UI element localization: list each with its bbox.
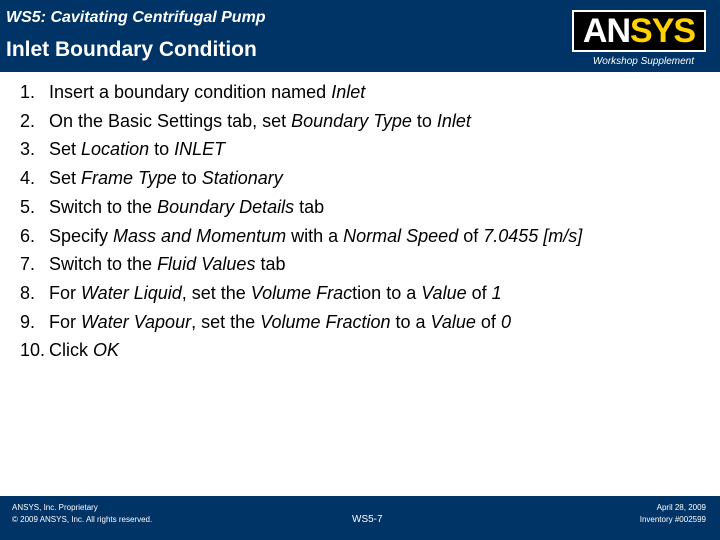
step-number: 1. — [20, 82, 36, 102]
step-number: 7. — [20, 254, 36, 275]
step-emphasis: Inlet — [331, 82, 366, 102]
step-plain: Switch to the — [49, 254, 158, 275]
step-emphasis: 1 — [491, 282, 502, 303]
step-item — [20, 336, 582, 365]
slide-title: Inlet Boundary Condition — [6, 38, 257, 61]
step-emphasis: Frame Type — [81, 168, 177, 189]
step-plain: to a — [390, 311, 431, 332]
step-emphasis: Boundary Type — [291, 110, 412, 131]
step-emphasis: Fluid Values — [157, 254, 256, 275]
step-plain: Insert a boundary condition named — [49, 82, 332, 102]
step-emphasis: Boundary Details — [157, 196, 295, 217]
step-emphasis: Value — [421, 282, 467, 303]
step-emphasis: Water Liquid — [81, 282, 182, 303]
step-number: 8. — [20, 282, 36, 303]
step-plain: On the Basic Settings tab, set — [49, 110, 292, 131]
step-item — [20, 164, 582, 193]
workshop-subtitle: WS5: Cavitating Centrifugal Pump — [6, 9, 266, 26]
copyright-line: © 2009 ANSYS, Inc. All rights reserved. — [12, 515, 153, 524]
step-emphasis: Location — [81, 139, 150, 160]
step-number: 6. — [20, 225, 36, 246]
inventory-text: Inventory #002599 — [639, 515, 706, 524]
step-list — [20, 78, 582, 365]
footer-banner — [0, 496, 720, 540]
step-emphasis: Mass and Momentum — [113, 225, 287, 246]
step-emphasis: Volume Frac — [250, 282, 353, 303]
step-text — [49, 78, 365, 107]
step-number: 9. — [20, 311, 36, 332]
step-text — [49, 135, 225, 164]
step-plain: Click — [49, 340, 93, 361]
slide-number: WS5-7 — [352, 514, 383, 525]
step-plain: For — [49, 311, 82, 332]
step-text — [49, 336, 119, 365]
step-plain: tion to a — [352, 282, 422, 303]
step-plain: to — [176, 168, 202, 189]
step-plain: Specify — [49, 225, 114, 246]
step-item — [20, 222, 582, 251]
step-plain: of — [466, 282, 492, 303]
step-number: 2. — [20, 110, 36, 131]
step-plain: with a — [286, 225, 344, 246]
step-item — [20, 135, 582, 164]
date-inventory — [640, 502, 706, 526]
step-emphasis: OK — [93, 340, 120, 361]
step-text — [49, 279, 502, 308]
step-number: 3. — [20, 139, 36, 160]
step-emphasis: Inlet — [436, 110, 471, 131]
workshop-supplement-label: Workshop Supplement — [592, 56, 694, 67]
step-emphasis: Water Vapour — [81, 311, 192, 332]
step-emphasis: Value — [430, 311, 476, 332]
step-plain: Switch to the — [49, 196, 158, 217]
step-plain: to — [411, 110, 437, 131]
step-text — [49, 222, 582, 251]
logo-text-an: AN — [582, 11, 631, 50]
step-plain: , set the — [191, 311, 261, 332]
step-emphasis: 0 — [500, 311, 511, 332]
step-item — [20, 78, 582, 107]
step-plain: of — [458, 225, 484, 246]
step-emphasis: INLET — [174, 139, 226, 160]
step-item — [20, 193, 582, 222]
step-text — [49, 250, 285, 279]
step-plain: tab — [255, 254, 286, 275]
step-item — [20, 308, 582, 337]
step-plain: Set — [49, 168, 82, 189]
step-plain: to — [149, 139, 175, 160]
step-plain: , set the — [181, 282, 251, 303]
header-banner — [0, 0, 720, 72]
proprietary-line: ANSYS, Inc. Proprietary — [12, 503, 98, 512]
step-text — [49, 107, 471, 136]
step-text — [49, 308, 511, 337]
date-text: April 28, 2009 — [656, 503, 706, 512]
step-emphasis: Stationary — [201, 168, 283, 189]
step-plain: For — [49, 282, 82, 303]
step-text — [49, 193, 324, 222]
step-emphasis: Volume Fraction — [260, 311, 391, 332]
step-number: 5. — [20, 196, 36, 217]
ansys-logo — [572, 10, 706, 52]
step-plain: Set — [49, 139, 82, 160]
step-item — [20, 279, 582, 308]
step-plain: of — [475, 311, 501, 332]
step-emphasis: 7.0455 [m/s] — [483, 225, 583, 246]
step-number: 4. — [20, 168, 36, 189]
step-emphasis: Normal Speed — [343, 225, 459, 246]
step-item — [20, 250, 582, 279]
step-item — [20, 107, 582, 136]
step-plain: tab — [294, 196, 325, 217]
proprietary-notice — [12, 502, 152, 526]
logo-text-sys: SYS — [630, 11, 696, 50]
step-text — [49, 164, 283, 193]
step-number: 10. — [20, 340, 46, 361]
